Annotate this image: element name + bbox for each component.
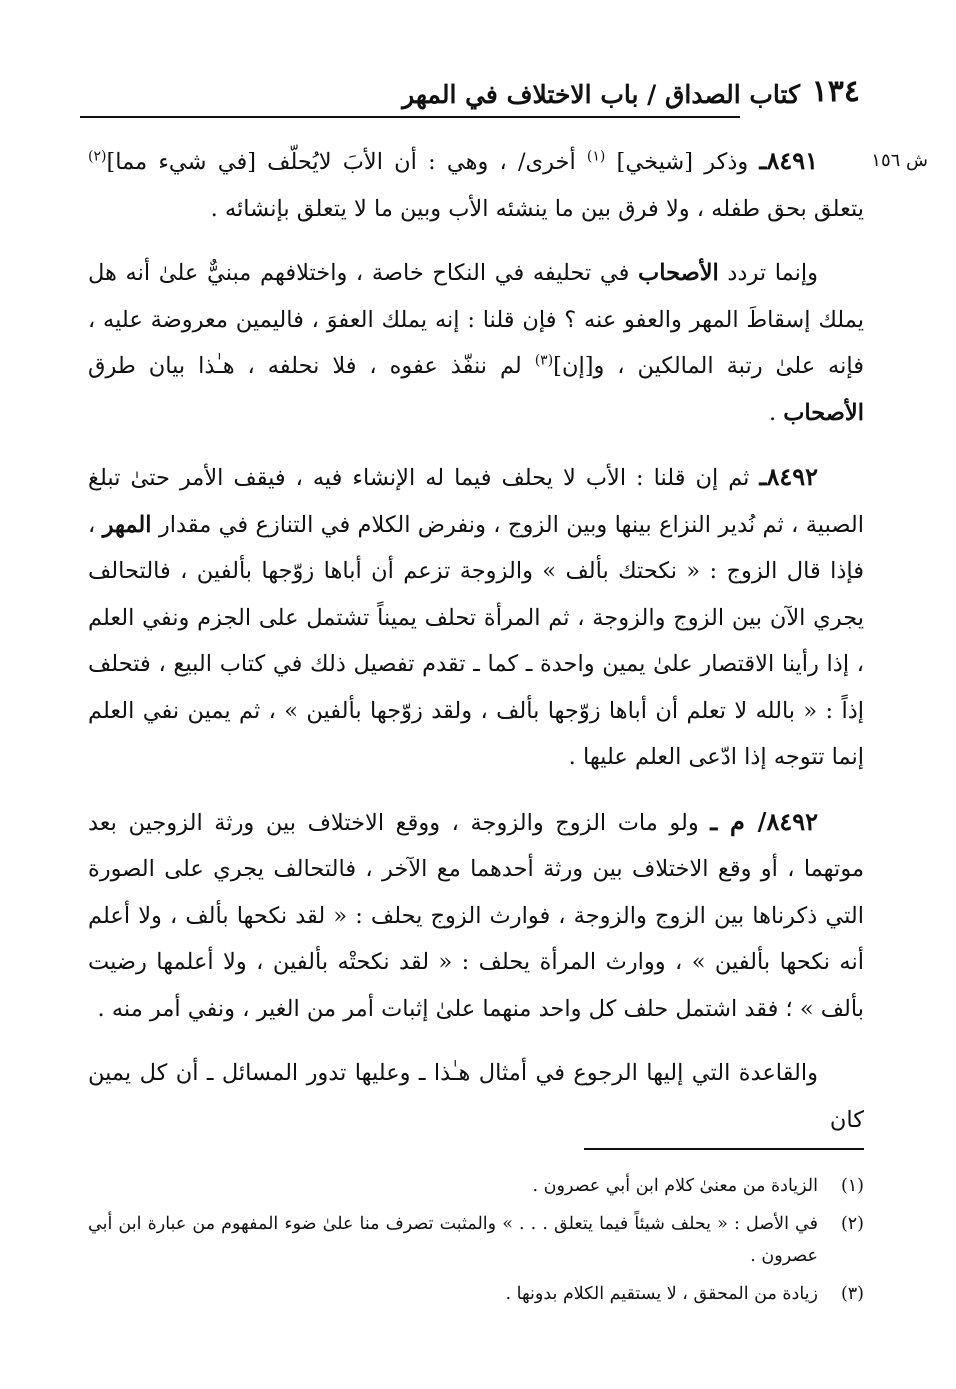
text-run: وذكر [شيخي]	[605, 149, 760, 175]
header-rule	[80, 116, 740, 118]
footnote-number: (٢)	[840, 1214, 864, 1234]
text-run: ثم إن قلنا : الأب لا يحلف فيما له الإنشاء فيه ، فيقف الأمر حتىٰ تبلغ الصبية ، ثم نُدير النزاع بينها وبين الزوج ، ونفرض الكلام في التنازع في مقدار	[88, 465, 864, 538]
footnote-reference: (٣)	[534, 352, 554, 369]
text-run: يتعلق بحق طفله ، ولا فرق بين ما ينشئه الأب وبين ما لا يتعلق بإنشائه .	[210, 195, 864, 222]
paragraph-number: ٨٤٩٢/ م ـ	[710, 806, 818, 836]
footnote-text: في الأصل : « يحلف شيئاً فيما يتعلق . . . » والمثبت تصرف منا علىٰ ضوء المفهوم من عبارة ابن أبي عصرون .	[88, 1214, 818, 1266]
running-head	[80, 74, 860, 124]
footnote-text: الزيادة من معنىٰ كلام ابن أبي عصرون .	[532, 1176, 818, 1196]
footnote-number: (٣)	[840, 1284, 864, 1304]
text-run: أخرى/ ، وهي : أن الأبَ لايُحلّف [في شيء مما]	[106, 149, 587, 175]
footnote-rule	[584, 1148, 864, 1150]
text-run: ولو مات الزوج والزوجة ، ووقع الاختلاف بين ورثة الزوجين بعد موتهما ، أو وقع الاختلاف بين ورثة أحدهما مع الآخر ، فالتحالف يجري على الصورة التي ذكرناها بين الزوج والزوجة ، فوارث الزوج يحلف : « لقد نكحها بألف ، ولا أعلم أنه نكحها بألفين » ، ووارث المرأة يحلف : « لقد نكحتْه بألفين ، ولا أعلمها رضيت بألف » ؛ فقد اشتمل حلف كل واحد منهما علىٰ إثبات أمر من الغير ، ونفي أمر منه .	[88, 809, 864, 1022]
paragraph	[88, 454, 864, 781]
header-title: كتاب الصداق / باب الاختلاف في المهر	[402, 80, 800, 109]
paragraph-number: ٨٤٩١ـ	[759, 146, 818, 175]
paragraph	[88, 250, 864, 436]
paragraph-number: ٨٤٩٢ـ	[759, 462, 818, 491]
margin-note: ش ١٥٦	[871, 150, 928, 171]
text-run: في تحليفه في النكاح خاصة ، واختلافهم مبنيٌّ علىٰ أنه هل يملك إسقاطَ المهر والعفو عنه ؟ فإن قلنا : إنه يملك العفوَ ، فاليمين معروضة عليه ، فإنه علىٰ رتبة المالكين ، و[إن]	[88, 260, 864, 379]
paragraph	[88, 1050, 864, 1143]
footnote-number: (١)	[840, 1176, 864, 1196]
paragraph	[88, 138, 864, 232]
bold-term: المهر	[102, 511, 152, 538]
bold-term: الأصحاب	[638, 260, 719, 286]
text-run: .	[768, 399, 784, 426]
footnote	[88, 1278, 864, 1310]
footnotes	[88, 1170, 864, 1316]
text-run: وإنما تردد	[718, 260, 818, 286]
footnote-text: زيادة من المحقق ، لا يستقيم الكلام بدونها .	[505, 1284, 818, 1304]
text-run: ، فإذا قال الزوج : « نكحتك بألف » والزوجة تزعم أن أباها زوّجها بألفين ، فالتحالف يجري الآن بين الزوج والزوجة ، ثم المرأة تحلف يميناً تشتمل على الجزم ونفي العلم ، إذا رأينا الاقتصار علىٰ يمين واحدة ـ كما ـ تقدم تفصيل ذلك في كتاب البيع ، فتحلف إذاً : « بالله لا تعلم أن أباها زوّجها بألف ، ولقد زوّجها بألفين » ، ثم يمين نفي العلم إنما تتوجه إذا ادّعى العلم عليها .	[88, 511, 864, 770]
footnote-reference: (١)	[586, 148, 606, 165]
paragraph	[88, 799, 864, 1033]
footnote	[88, 1170, 864, 1202]
footnote-reference: (٢)	[88, 148, 107, 165]
page-number: ١٣٤	[811, 74, 860, 109]
body-text	[88, 138, 864, 1143]
text-run: لم ننفّذ عفوه ، فلا نحلفه ، هـٰذا بيان طرق	[88, 353, 535, 379]
text-run: والقاعدة التي إليها الرجوع في أمثال هـٰذا ـ وعليها تدور المسائل ـ أن كل يمين كان	[88, 1060, 864, 1133]
bold-term: الأصحاب	[783, 399, 864, 426]
footnote	[88, 1208, 864, 1272]
